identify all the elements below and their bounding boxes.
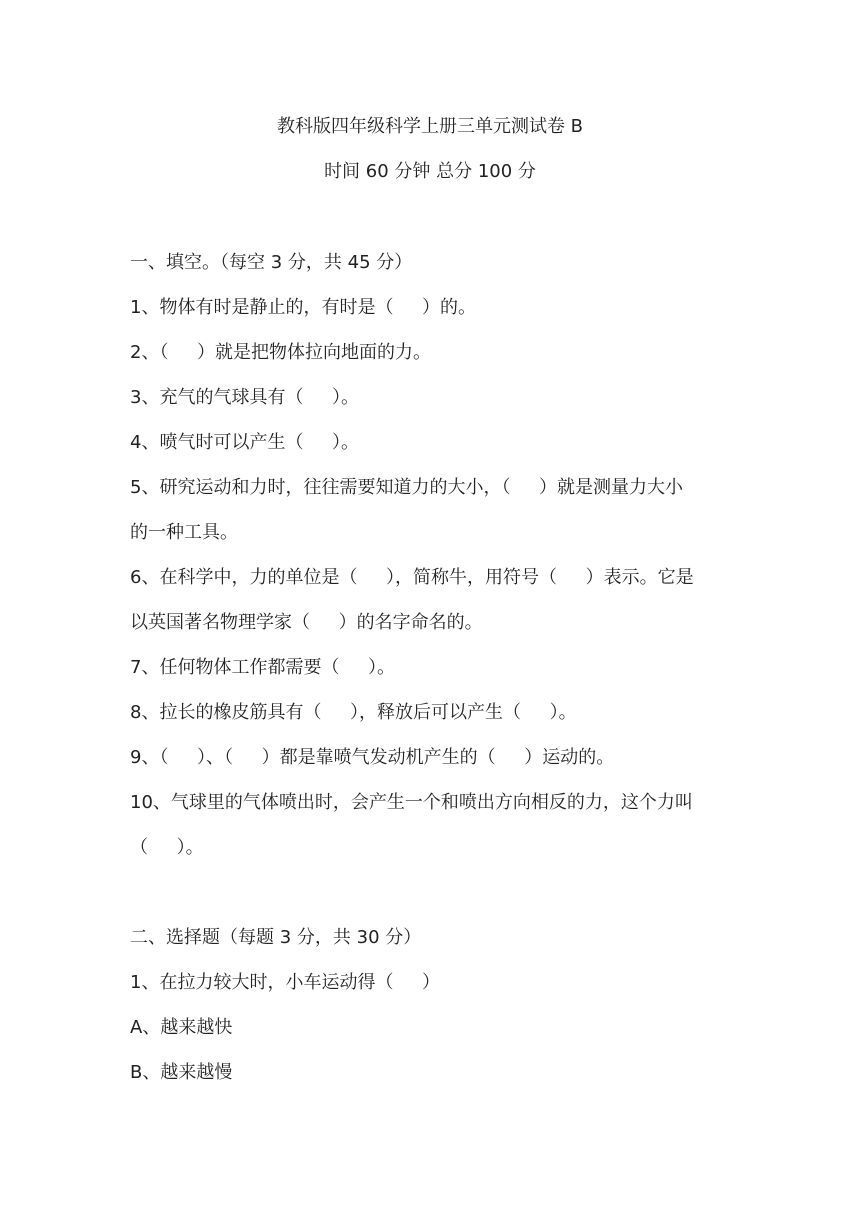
question-line: 2、（ ）就是把物体拉向地面的力。	[130, 342, 432, 363]
question-line: 5、研究运动和力时，往往需要知道力的大小，（ ）就是测量力大小	[130, 477, 684, 498]
section2-heading: 二、选择题（每题 3 分，共 30 分）	[130, 927, 422, 948]
question-line: 9、（ ）、（ ）都是靠喷气发动机产生的（ ）运动的。	[130, 747, 615, 768]
question-line-continued: 以英国著名物理学家（ ）的名字命名的。	[130, 612, 483, 633]
question-line-continued: 的一种工具。	[130, 522, 238, 543]
answer-option: B、越来越慢	[130, 1062, 233, 1083]
question-line: 3、充气的气球具有（ ）。	[130, 387, 360, 408]
question-line: 1、在拉力较大时，小车运动得（ ）	[130, 972, 441, 993]
document-subtitle: 时间 60 分钟 总分 100 分	[324, 161, 536, 182]
answer-option: A、越来越快	[130, 1017, 233, 1038]
question-line-continued: （ ）。	[130, 837, 204, 858]
question-line: 10、气球里的气体喷出时，会产生一个和喷出方向相反的力，这个力叫	[130, 792, 693, 813]
question-line: 6、在科学中，力的单位是（ ），简称牛，用符号（ ）表示。它是	[130, 567, 694, 588]
question-line: 4、喷气时可以产生（ ）。	[130, 432, 360, 453]
question-line: 1、物体有时是静止的，有时是（ ）的。	[130, 297, 477, 318]
section1-heading: 一、填空。（每空 3 分，共 45 分）	[130, 252, 413, 273]
question-line: 7、任何物体工作都需要（ ）。	[130, 657, 396, 678]
document-title: 教科版四年级科学上册三单元测试卷 B	[276, 116, 584, 137]
question-line: 8、拉长的橡皮筋具有（ ），释放后可以产生（ ）。	[130, 702, 577, 723]
